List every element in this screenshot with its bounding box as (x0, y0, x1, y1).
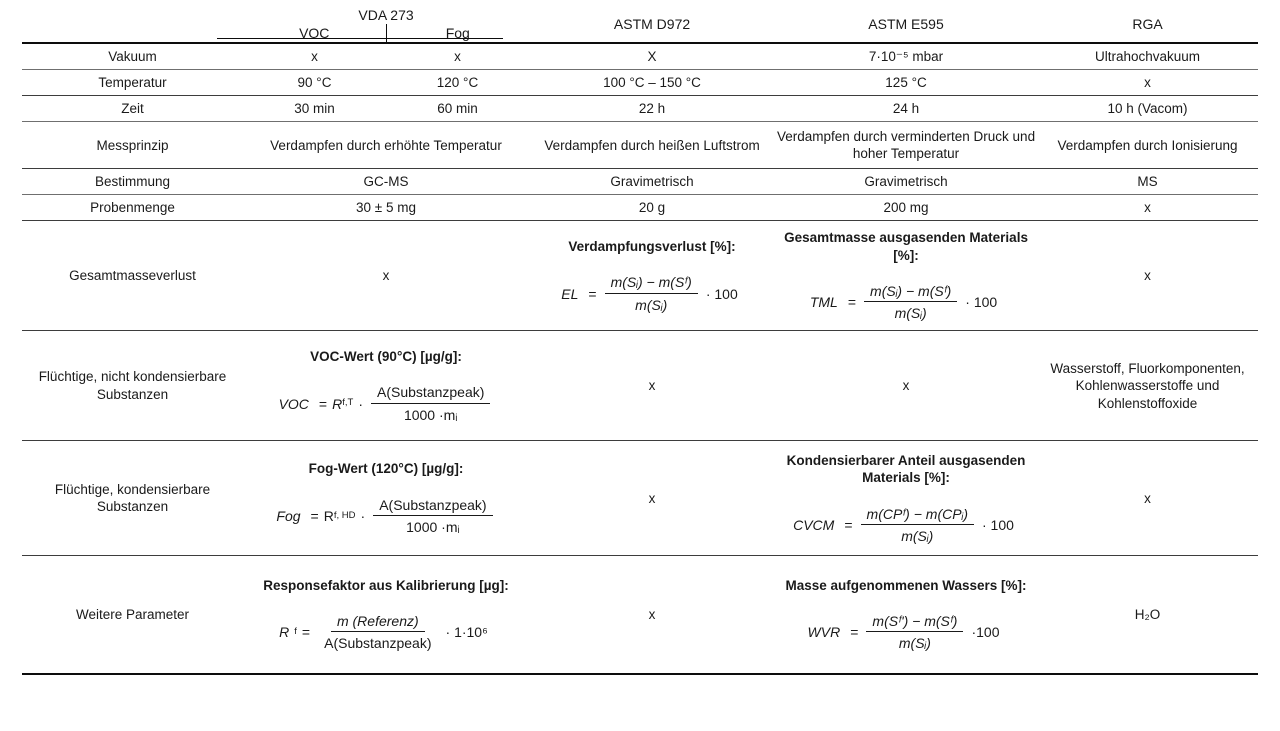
formula-equation (561, 273, 742, 313)
cell-astm-d972: Gravimetrisch (529, 169, 775, 195)
formula-factor-subscript: f,T (342, 397, 354, 409)
cell-vda273: x (243, 221, 529, 331)
numerator: m(Sᶠʹ) − m(Sᶠ) (866, 612, 963, 632)
numerator: m(Sᵢ) − m(Sᶠ) (605, 273, 698, 293)
header-vda273-group: VDA 273 (358, 7, 414, 23)
equals-sign: = (844, 516, 853, 533)
header-astm-e595: ASTM E595 (868, 16, 944, 33)
row-label: Probenmenge (22, 195, 243, 221)
row-label: Bestimmung (22, 169, 243, 195)
equals-sign: = (310, 508, 319, 525)
formula-title: VOC-Wert (90°C) [µg/g]: (310, 348, 462, 364)
numerator: A(Substanzpeak) (371, 383, 490, 403)
formula-title: Verdampfungsverlust [%]: (568, 238, 736, 254)
cell-vda273 (243, 441, 529, 556)
cell-astm-d972: X (529, 43, 775, 70)
formula-title: Fog-Wert (120°C) [µg/g]: (308, 461, 464, 477)
multiply-sign: · (360, 508, 366, 525)
header-corner-empty (22, 6, 243, 24)
cell-rga: Verdampfen durch Ionisierung (1037, 122, 1258, 169)
cell-vda273 (243, 331, 529, 441)
header-rga: RGA (1132, 16, 1163, 33)
header-sub-voc: VOC (243, 24, 386, 43)
formula-lhs: TML (809, 294, 838, 311)
formula-equation (808, 612, 1005, 652)
cell-rga: Wasserstoff, Fluorkomponenten, Kohlenwasserstoffe und Kohlenstoffoxide (1037, 331, 1258, 441)
fraction (371, 383, 490, 423)
denominator: m(Sᵢ) (898, 635, 931, 652)
table-row (22, 195, 1258, 221)
cell-astm-d972: 20 g (529, 195, 775, 221)
table-row (22, 441, 1258, 556)
row-label: Weitere Parameter (22, 556, 243, 674)
row-label: Zeit (22, 96, 243, 122)
denominator: 1000 ·mᵢ (403, 406, 458, 423)
formula-lhs: VOC (278, 395, 309, 412)
table-row (22, 122, 1258, 169)
formula-lhs-subscript: f (294, 626, 297, 638)
cell-astm-d972: Verdampfen durch heißen Luftstrom (529, 122, 775, 169)
header-group-row (22, 6, 1258, 24)
header-sub-fog: Fog (445, 25, 470, 42)
cell-rga: 10 h (Vacom) (1037, 96, 1258, 122)
cell-astm-d972: 22 h (529, 96, 775, 122)
equals-sign: = (850, 624, 859, 641)
cell-astm-e595: 125 °C (775, 70, 1037, 96)
cell-astm-e595: 200 mg (775, 195, 1037, 221)
cell-vda273: Verdampfen durch erhöhte Temperatur (243, 122, 529, 169)
cell-vda273: GC-MS (243, 169, 529, 195)
equals-sign: = (318, 395, 328, 412)
table-row (22, 221, 1258, 331)
table-header (22, 6, 1258, 43)
formula-tail: · 1·10⁶ (445, 624, 488, 641)
cell-rga: Ultrahochvakuum (1037, 43, 1258, 70)
cell-rga: H₂O (1037, 556, 1258, 674)
comparison-table (22, 6, 1258, 675)
header-astm-d972: ASTM D972 (613, 16, 691, 33)
formula-lhs: Fog (276, 508, 301, 525)
row-label: Temperatur (22, 70, 243, 96)
table-row (22, 556, 1258, 674)
numerator: m(Sᵢ) − m(Sᶠ) (864, 282, 957, 302)
table-row (22, 96, 1258, 122)
fraction (864, 282, 957, 322)
cell-voc: 30 min (243, 96, 386, 122)
denominator: m(Sᵢ) (635, 296, 668, 313)
cell-rga: x (1037, 70, 1258, 96)
row-label: Messprinzip (22, 122, 243, 169)
cell-astm-e595: 7·10⁻⁵ mbar (775, 43, 1037, 70)
row-label: Flüchtige, nicht kondensierbare Substanzen (22, 331, 243, 441)
cell-rga: MS (1037, 169, 1258, 195)
denominator: 1000 ·mᵢ (406, 519, 460, 536)
formula-title: Masse aufgenommenen Wassers [%]: (785, 577, 1027, 593)
formula-title: Responsefaktor aus Kalibrierung [µg]: (263, 577, 509, 593)
formula-factor-subscript: f, HD (333, 509, 356, 521)
formula-title: Gesamtmasse ausgasenden Materials [%]: (784, 230, 1028, 263)
table-row (22, 43, 1258, 70)
cell-fog: 60 min (386, 96, 529, 122)
formula-equation (276, 496, 495, 536)
fraction (866, 612, 963, 652)
row-label: Vakuum (22, 43, 243, 70)
equals-sign: = (301, 624, 311, 641)
cell-vda273: 30 ± 5 mg (243, 195, 529, 221)
cell-astm-e595: Verdampfen durch verminderten Druck und hoher Temperatur (775, 122, 1037, 169)
equals-sign: = (847, 294, 857, 311)
cell-astm-d972: x (529, 556, 775, 674)
multiply-sign: · (358, 395, 364, 412)
cell-astm-e595: Gravimetrisch (775, 169, 1037, 195)
table-row (22, 70, 1258, 96)
cell-fog: 120 °C (386, 70, 529, 96)
cell-astm-e595 (775, 556, 1037, 674)
cell-rga: x (1037, 195, 1258, 221)
formula-tail: · 100 (705, 285, 738, 302)
cell-astm-d972 (529, 221, 775, 331)
denominator: m(Sᵢ) (894, 305, 927, 322)
denominator: m(Sᵢ) (901, 527, 934, 544)
table-row (22, 169, 1258, 195)
formula-lhs: EL (561, 285, 579, 302)
formula-lhs: R (279, 624, 290, 641)
fraction (318, 612, 437, 652)
cell-voc: 90 °C (243, 70, 386, 96)
table-body (22, 43, 1258, 674)
formula-tail: · 100 (981, 516, 1014, 533)
formula-factor: R (323, 508, 334, 525)
header-group-underline (217, 38, 503, 39)
formula-lhs: CVCM (793, 516, 835, 533)
formula-equation (810, 282, 1002, 322)
formula-equation (279, 383, 494, 423)
cell-rga: x (1037, 221, 1258, 331)
fraction (605, 273, 698, 313)
table-row (22, 331, 1258, 441)
numerator: m(CPᶠ) − m(CPᵢ) (861, 505, 974, 525)
cell-rga: x (1037, 441, 1258, 556)
cell-astm-e595: 24 h (775, 96, 1037, 122)
denominator: A(Substanzpeak) (324, 635, 432, 652)
cell-astm-e595: x (775, 331, 1037, 441)
formula-equation (279, 612, 493, 652)
cell-astm-e595 (775, 221, 1037, 331)
formula-tail: · 100 (965, 294, 998, 311)
cell-vda273 (243, 556, 529, 674)
numerator: m (Referenz) (331, 612, 425, 632)
cell-fog: x (386, 43, 529, 70)
equals-sign: = (588, 285, 597, 302)
row-label: Flüchtige, kondensierbare Substanzen (22, 441, 243, 556)
cell-astm-d972: x (529, 441, 775, 556)
cell-voc: x (243, 43, 386, 70)
numerator: A(Substanzpeak) (373, 496, 492, 516)
fraction (373, 496, 492, 536)
formula-title: Kondensierbarer Anteil ausgasenden Materials [%]: (786, 452, 1026, 486)
header-sub-empty (22, 24, 243, 43)
formula-equation (793, 505, 1019, 545)
fraction (861, 505, 974, 545)
row-label: Gesamtmasseverlust (22, 221, 243, 331)
formula-factor: R (332, 395, 343, 412)
cell-astm-e595 (775, 441, 1037, 556)
cell-astm-d972: x (529, 331, 775, 441)
formula-tail: ·100 (971, 624, 1000, 641)
cell-astm-d972: 100 °C – 150 °C (529, 70, 775, 96)
formula-lhs: WVR (807, 624, 841, 641)
